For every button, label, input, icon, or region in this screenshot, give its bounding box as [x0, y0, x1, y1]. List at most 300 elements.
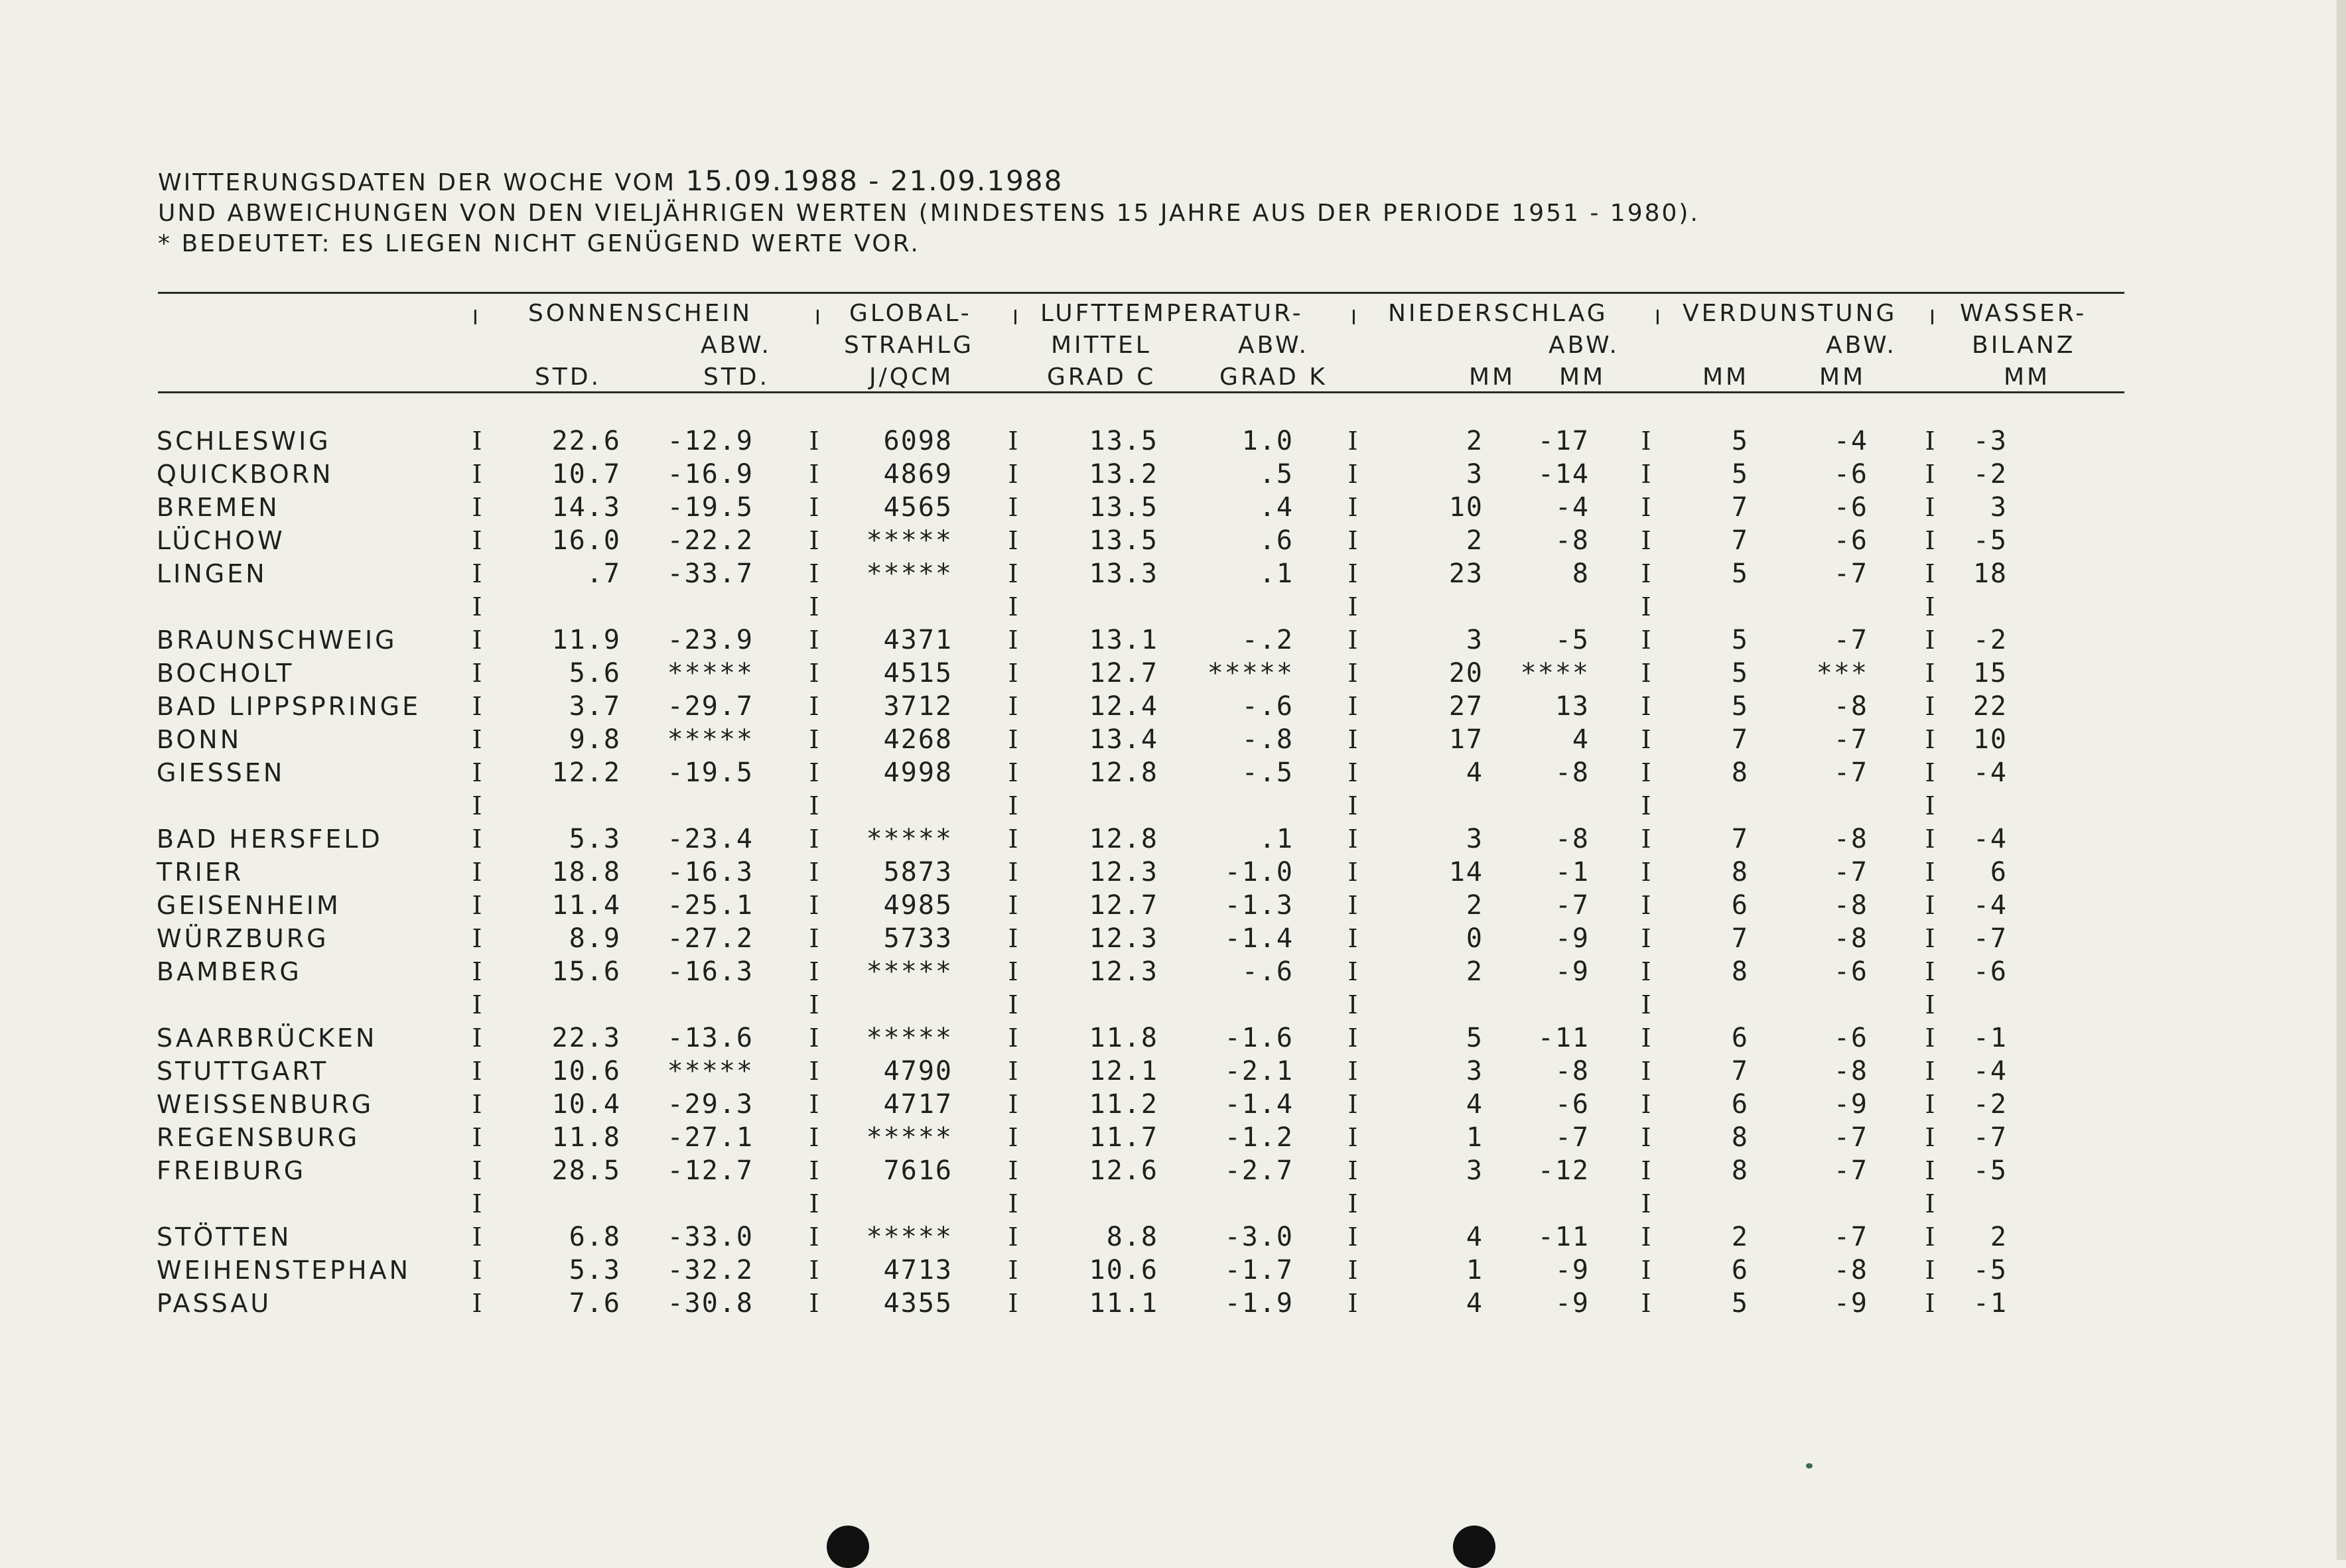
cell-global-radiation: ***** [866, 1023, 953, 1053]
column-separator: I [1641, 1090, 1651, 1119]
cell-sunshine-deviation: -16.3 [667, 956, 754, 987]
cell-water-balance: -2 [1972, 459, 2008, 490]
header-global-radiation-2: STRAHLG [844, 332, 975, 359]
cell-temp-deviation: -3.0 [1224, 1222, 1294, 1252]
punch-hole [827, 1526, 869, 1568]
cell-water-balance: -3 [1972, 426, 2008, 456]
table-row [157, 1088, 2147, 1121]
column-separator: I [1641, 592, 1651, 621]
table-row [157, 1220, 2147, 1254]
column-separator: I [809, 659, 819, 688]
cell-sunshine: 5.3 [569, 1255, 621, 1285]
column-separator: I [1641, 858, 1651, 887]
column-separator: I [1925, 824, 1935, 854]
cell-water-balance: 15 [1972, 658, 2008, 688]
table-row [157, 557, 2147, 590]
heading-line-2: UND ABWEICHUNGEN VON DEN VIELJÄHRIGEN WERTEN (MINDESTENS 15 JAHRE AUS DER PERIODE 1951 - 1980). [158, 200, 1700, 227]
column-separator: I [1008, 592, 1018, 621]
cell-evaporation-deviation: -6 [1833, 459, 1868, 490]
column-separator: I [472, 692, 482, 721]
cell-sunshine: 6.8 [569, 1222, 621, 1252]
column-separator: I [809, 990, 819, 1019]
column-separator: I [1008, 758, 1018, 787]
column-separator: I [1008, 659, 1018, 688]
column-separator: I [1347, 1189, 1358, 1218]
cell-evaporation: 5 [1731, 459, 1749, 490]
column-separator: I [1925, 692, 1935, 721]
cell-evaporation: 8 [1731, 1122, 1749, 1153]
column-separator: I [1925, 957, 1935, 986]
cell-evaporation-deviation: -7 [1833, 757, 1868, 788]
column-separator: I [809, 924, 819, 953]
cell-water-balance: 2 [1990, 1222, 2008, 1252]
cell-sunshine-deviation: -23.4 [667, 824, 754, 854]
cell-temp-mean: 13.5 [1089, 492, 1158, 523]
station-name: BONN [157, 725, 242, 754]
column-separator: I [1008, 1256, 1018, 1285]
cell-sunshine: 22.3 [551, 1023, 621, 1053]
column-separator: I [809, 791, 819, 820]
cell-sunshine-deviation: -32.2 [667, 1255, 754, 1285]
column-separator: I [472, 493, 482, 522]
column-separator: I [472, 1156, 482, 1185]
station-name: LÜCHOW [157, 526, 285, 555]
column-separator: I [1008, 957, 1018, 986]
cell-evaporation: 5 [1731, 658, 1749, 688]
column-separator: I [1008, 1123, 1018, 1152]
cell-global-radiation: 4515 [883, 658, 953, 688]
column-separator: I [1641, 659, 1651, 688]
column-separator: I [1641, 426, 1651, 456]
table-row [157, 524, 2147, 557]
cell-precipitation-deviation: -11 [1537, 1222, 1590, 1252]
cell-precipitation: 4 [1466, 1222, 1484, 1252]
cell-sunshine-deviation: -16.9 [667, 459, 754, 490]
cell-water-balance: 10 [1972, 724, 2008, 755]
column-separator: I [1008, 559, 1018, 588]
cell-evaporation-deviation: -8 [1833, 824, 1868, 854]
cell-precipitation-deviation: -9 [1554, 1255, 1590, 1285]
column-separator: I [809, 758, 819, 787]
station-name: SCHLESWIG [157, 426, 331, 456]
cell-precipitation-deviation: -5 [1554, 625, 1590, 655]
column-separator: I [809, 1090, 819, 1119]
cell-global-radiation: ***** [866, 956, 953, 987]
cell-temp-deviation: .4 [1259, 492, 1294, 523]
column-separator: I [1925, 1090, 1935, 1119]
cell-sunshine: 7.6 [569, 1288, 621, 1319]
cell-evaporation: 8 [1731, 757, 1749, 788]
header-temp-mean-unit: GRAD C [1047, 363, 1156, 391]
column-separator: I [809, 526, 819, 555]
column-separator: I [1347, 526, 1358, 555]
column-separator: I [1347, 891, 1358, 920]
station-name: BOCHOLT [157, 659, 295, 688]
cell-evaporation-deviation: -7 [1833, 558, 1868, 589]
table-row [157, 889, 2147, 922]
column-separator: I [1641, 1057, 1651, 1086]
column-separator: I [1008, 1189, 1018, 1218]
cell-evaporation-deviation: -8 [1833, 1056, 1868, 1086]
column-separator: I [809, 725, 819, 754]
cell-precipitation: 3 [1466, 625, 1484, 655]
cell-sunshine-deviation: -30.8 [667, 1288, 754, 1319]
cell-temp-mean: 13.5 [1089, 426, 1158, 456]
cell-temp-deviation: -2.7 [1224, 1155, 1294, 1186]
cell-evaporation: 6 [1731, 1089, 1749, 1120]
cell-temp-deviation: -1.3 [1224, 890, 1294, 921]
table-row [157, 856, 2147, 889]
cell-sunshine-deviation: ***** [667, 1056, 754, 1086]
cell-sunshine-deviation: -23.9 [667, 625, 754, 655]
cell-sunshine-deviation: ***** [667, 658, 754, 688]
column-separator: I [1925, 725, 1935, 754]
cell-global-radiation: 4268 [883, 724, 953, 755]
column-separator: I [1347, 625, 1358, 655]
cell-sunshine-deviation: -27.2 [667, 923, 754, 954]
table-row [157, 1055, 2147, 1088]
header-sunshine: SONNENSCHEIN [528, 300, 753, 327]
cell-water-balance: -5 [1972, 1155, 2008, 1186]
cell-temp-mean: 13.2 [1089, 459, 1158, 490]
station-name: WEIHENSTEPHAN [157, 1256, 411, 1285]
station-name: PASSAU [157, 1289, 272, 1318]
ink-speck [1806, 1463, 1813, 1469]
column-separator: I [1641, 725, 1651, 754]
column-separator: I [809, 1057, 819, 1086]
table-row [157, 425, 2147, 458]
punch-hole [1453, 1526, 1495, 1568]
header-sunshine-deviation-hours: STD. [703, 363, 770, 391]
cell-sunshine: 18.8 [551, 857, 621, 887]
cell-precipitation: 2 [1466, 426, 1484, 456]
column-separator: I [1641, 758, 1651, 787]
column-separator: I [472, 1189, 482, 1218]
column-separator: I [1925, 426, 1935, 456]
cell-temp-mean: 12.3 [1089, 956, 1158, 987]
cell-global-radiation: 4565 [883, 492, 953, 523]
table-row [157, 1154, 2147, 1187]
cell-sunshine: 8.9 [569, 923, 621, 954]
spacer-row [157, 590, 2147, 623]
station-name: GIESSEN [157, 758, 285, 787]
cell-evaporation: 7 [1731, 1056, 1749, 1086]
cell-global-radiation: 5733 [883, 923, 953, 954]
column-separator: I [472, 659, 482, 688]
cell-sunshine-deviation: -29.7 [667, 691, 754, 722]
column-separator: I [472, 1023, 482, 1053]
cell-evaporation-deviation: -9 [1833, 1288, 1868, 1319]
header-sunshine-hours: STD. [535, 363, 602, 391]
cell-precipitation: 5 [1466, 1023, 1484, 1053]
table-row [157, 1121, 2147, 1154]
column-separator: I [1925, 559, 1935, 588]
header-precipitation: NIEDERSCHLAG [1388, 300, 1608, 327]
cell-water-balance: -4 [1972, 890, 2008, 921]
cell-evaporation-deviation: *** [1816, 658, 1868, 688]
header-temp-deviation-unit: GRAD K [1219, 363, 1328, 391]
spacer-row [157, 1187, 2147, 1220]
column-separator: I [1008, 526, 1018, 555]
cell-sunshine: 5.6 [569, 658, 621, 688]
spacer-row [157, 789, 2147, 822]
station-name: BAMBERG [157, 957, 302, 986]
column-separator: I [1925, 891, 1935, 920]
column-separator: I [1641, 1023, 1651, 1053]
cell-global-radiation: 4998 [883, 757, 953, 788]
header-separator: I [1655, 306, 1661, 330]
cell-precipitation-deviation: -12 [1537, 1155, 1590, 1186]
column-separator: I [1008, 1090, 1018, 1119]
cell-evaporation-deviation: -7 [1833, 724, 1868, 755]
column-separator: I [1641, 1156, 1651, 1185]
column-separator: I [809, 426, 819, 456]
column-separator: I [809, 1256, 819, 1285]
cell-precipitation-deviation: -8 [1554, 1056, 1590, 1086]
column-separator: I [1925, 1156, 1935, 1185]
column-separator: I [1008, 725, 1018, 754]
cell-global-radiation: 3712 [883, 691, 953, 722]
cell-water-balance: -4 [1972, 1056, 2008, 1086]
column-separator: I [1925, 1189, 1935, 1218]
heading-line-3: * BEDEUTET: ES LIEGEN NICHT GENÜGEND WERTE VOR. [158, 230, 920, 257]
column-separator: I [1347, 725, 1358, 754]
cell-evaporation-deviation: -7 [1833, 1155, 1868, 1186]
cell-sunshine-deviation: -19.5 [667, 757, 754, 788]
column-separator: I [1925, 625, 1935, 655]
cell-evaporation-deviation: -8 [1833, 923, 1868, 954]
cell-sunshine-deviation: -27.1 [667, 1122, 754, 1153]
cell-temp-mean: 11.7 [1089, 1122, 1158, 1153]
cell-evaporation: 7 [1731, 724, 1749, 755]
header-global-radiation: GLOBAL- [849, 300, 972, 327]
station-name: BREMEN [157, 493, 280, 522]
heading-line-1 [158, 166, 1700, 198]
cell-precipitation: 23 [1448, 558, 1484, 589]
column-separator: I [1925, 659, 1935, 688]
station-name: TRIER [157, 858, 244, 887]
page-edge [2337, 0, 2346, 1560]
cell-global-radiation: 4985 [883, 890, 953, 921]
cell-water-balance: -6 [1972, 956, 2008, 987]
cell-evaporation-deviation: -6 [1833, 492, 1868, 523]
column-separator: I [809, 957, 819, 986]
column-separator: I [1347, 791, 1358, 820]
column-separator: I [1347, 957, 1358, 986]
header-precipitation-deviation-mm: MM [1559, 363, 1606, 391]
cell-water-balance: 18 [1972, 558, 2008, 589]
column-separator: I [1008, 858, 1018, 887]
cell-precipitation: 0 [1466, 923, 1484, 954]
header-sunshine-deviation: ABW. [701, 332, 772, 359]
cell-sunshine-deviation: -33.7 [667, 558, 754, 589]
column-separator: I [472, 791, 482, 820]
column-separator: I [1925, 592, 1935, 621]
cell-temp-deviation: .1 [1259, 558, 1294, 589]
cell-evaporation-deviation: -9 [1833, 1089, 1868, 1120]
cell-temp-mean: 8.8 [1106, 1222, 1158, 1252]
cell-sunshine-deviation: -19.5 [667, 492, 754, 523]
column-separator: I [1925, 791, 1935, 820]
cell-evaporation: 7 [1731, 923, 1749, 954]
table-row [157, 491, 2147, 524]
column-separator: I [1641, 924, 1651, 953]
column-separator: I [809, 891, 819, 920]
cell-temp-deviation: -1.7 [1224, 1255, 1294, 1285]
cell-evaporation: 7 [1731, 525, 1749, 556]
header-evaporation-mm: MM [1702, 363, 1750, 391]
cell-precipitation: 4 [1466, 1089, 1484, 1120]
cell-precipitation-deviation: 13 [1554, 691, 1590, 722]
station-name: STUTTGART [157, 1057, 329, 1086]
cell-evaporation-deviation: -8 [1833, 890, 1868, 921]
cell-temp-deviation: -.5 [1241, 757, 1294, 788]
cell-precipitation: 14 [1448, 857, 1484, 887]
cell-global-radiation: 4371 [883, 625, 953, 655]
header-separator: I [815, 306, 821, 330]
column-separator: I [1641, 824, 1651, 854]
cell-water-balance: 22 [1972, 691, 2008, 722]
column-separator: I [809, 1222, 819, 1252]
cell-evaporation-deviation: -6 [1833, 956, 1868, 987]
cell-sunshine: 10.7 [551, 459, 621, 490]
column-separator: I [1641, 791, 1651, 820]
table-row [157, 690, 2147, 723]
heading-title: WITTERUNGSDATEN DER WOCHE VOM [158, 169, 677, 196]
column-separator: I [472, 1090, 482, 1119]
cell-precipitation-deviation: **** [1520, 658, 1590, 688]
header-water-balance: WASSER- [1960, 300, 2087, 327]
column-separator: I [1008, 791, 1018, 820]
cell-sunshine: 28.5 [551, 1155, 621, 1186]
cell-sunshine-deviation: ***** [667, 724, 754, 755]
column-separator: I [1347, 858, 1358, 887]
cell-precipitation: 4 [1466, 1288, 1484, 1319]
column-separator: I [1347, 1057, 1358, 1086]
column-separator: I [1641, 460, 1651, 489]
cell-water-balance: -7 [1972, 1122, 2008, 1153]
cell-temp-deviation: -2.1 [1224, 1056, 1294, 1086]
cell-temp-mean: 12.3 [1089, 923, 1158, 954]
column-separator: I [1008, 891, 1018, 920]
cell-sunshine: 16.0 [551, 525, 621, 556]
column-separator: I [472, 426, 482, 456]
column-separator: I [809, 858, 819, 887]
column-separator: I [472, 824, 482, 854]
cell-sunshine: 10.4 [551, 1089, 621, 1120]
column-separator: I [1925, 493, 1935, 522]
cell-evaporation-deviation: -4 [1833, 426, 1868, 456]
column-separator: I [472, 559, 482, 588]
column-separator: I [1925, 460, 1935, 489]
cell-evaporation: 6 [1731, 890, 1749, 921]
spacer-row [157, 988, 2147, 1021]
column-separator: I [1641, 559, 1651, 588]
cell-precipitation: 17 [1448, 724, 1484, 755]
header-temp-deviation: ABW. [1238, 332, 1309, 359]
cell-temp-deviation: -1.6 [1224, 1023, 1294, 1053]
cell-temp-mean: 13.1 [1089, 625, 1158, 655]
column-separator: I [809, 559, 819, 588]
column-separator: I [1347, 758, 1358, 787]
cell-temp-mean: 12.4 [1089, 691, 1158, 722]
column-separator: I [472, 1123, 482, 1152]
station-name: QUICKBORN [157, 460, 334, 489]
cell-temp-mean: 11.8 [1089, 1023, 1158, 1053]
column-separator: I [1008, 1289, 1018, 1318]
cell-temp-mean: 12.8 [1089, 824, 1158, 854]
cell-temp-mean: 12.7 [1089, 658, 1158, 688]
cell-temp-deviation: -1.4 [1224, 1089, 1294, 1120]
table-row [157, 1287, 2147, 1320]
cell-water-balance: -7 [1972, 923, 2008, 954]
header-precipitation-deviation: ABW. [1549, 332, 1620, 359]
cell-precipitation-deviation: -9 [1554, 1288, 1590, 1319]
cell-precipitation: 20 [1448, 658, 1484, 688]
cell-sunshine: .7 [586, 558, 621, 589]
header-rule [158, 391, 2124, 393]
cell-water-balance: -5 [1972, 525, 2008, 556]
column-separator: I [1925, 1256, 1935, 1285]
header-separator: I [472, 306, 478, 330]
column-separator: I [1641, 957, 1651, 986]
cell-global-radiation: 6098 [883, 426, 953, 456]
cell-temp-deviation: .6 [1259, 525, 1294, 556]
station-name: REGENSBURG [157, 1123, 360, 1152]
column-separator: I [1008, 1057, 1018, 1086]
station-name: FREIBURG [157, 1156, 307, 1185]
column-separator: I [1347, 824, 1358, 854]
column-separator: I [809, 1189, 819, 1218]
station-name: WEISSENBURG [157, 1090, 374, 1119]
column-separator: I [1347, 559, 1358, 588]
column-separator: I [1641, 1256, 1651, 1285]
column-separator: I [809, 592, 819, 621]
cell-global-radiation: 7616 [883, 1155, 953, 1186]
cell-sunshine: 9.8 [569, 724, 621, 755]
cell-sunshine-deviation: -33.0 [667, 1222, 754, 1252]
cell-temp-mean: 12.6 [1089, 1155, 1158, 1186]
cell-water-balance: -4 [1972, 757, 2008, 788]
column-separator: I [472, 592, 482, 621]
cell-temp-mean: 13.4 [1089, 724, 1158, 755]
cell-evaporation-deviation: -7 [1833, 625, 1868, 655]
column-separator: I [472, 858, 482, 887]
column-separator: I [809, 1023, 819, 1053]
cell-precipitation-deviation: -8 [1554, 757, 1590, 788]
cell-temp-mean: 11.2 [1089, 1089, 1158, 1120]
station-name: BRAUNSCHWEIG [157, 625, 397, 655]
cell-precipitation: 3 [1466, 459, 1484, 490]
column-separator: I [1347, 1123, 1358, 1152]
column-separator: I [809, 1156, 819, 1185]
cell-sunshine-deviation: -25.1 [667, 890, 754, 921]
column-separator: I [1347, 1256, 1358, 1285]
column-separator: I [1347, 990, 1358, 1019]
cell-sunshine: 14.3 [551, 492, 621, 523]
cell-evaporation: 5 [1731, 1288, 1749, 1319]
cell-sunshine-deviation: -16.3 [667, 857, 754, 887]
column-separator: I [809, 625, 819, 655]
station-name: STÖTTEN [157, 1222, 292, 1252]
column-separator: I [809, 1123, 819, 1152]
cell-evaporation: 2 [1731, 1222, 1749, 1252]
cell-evaporation: 6 [1731, 1255, 1749, 1285]
cell-water-balance: -1 [1972, 1023, 2008, 1053]
cell-precipitation-deviation: -7 [1554, 890, 1590, 921]
table-row [157, 723, 2147, 756]
cell-precipitation: 2 [1466, 956, 1484, 987]
